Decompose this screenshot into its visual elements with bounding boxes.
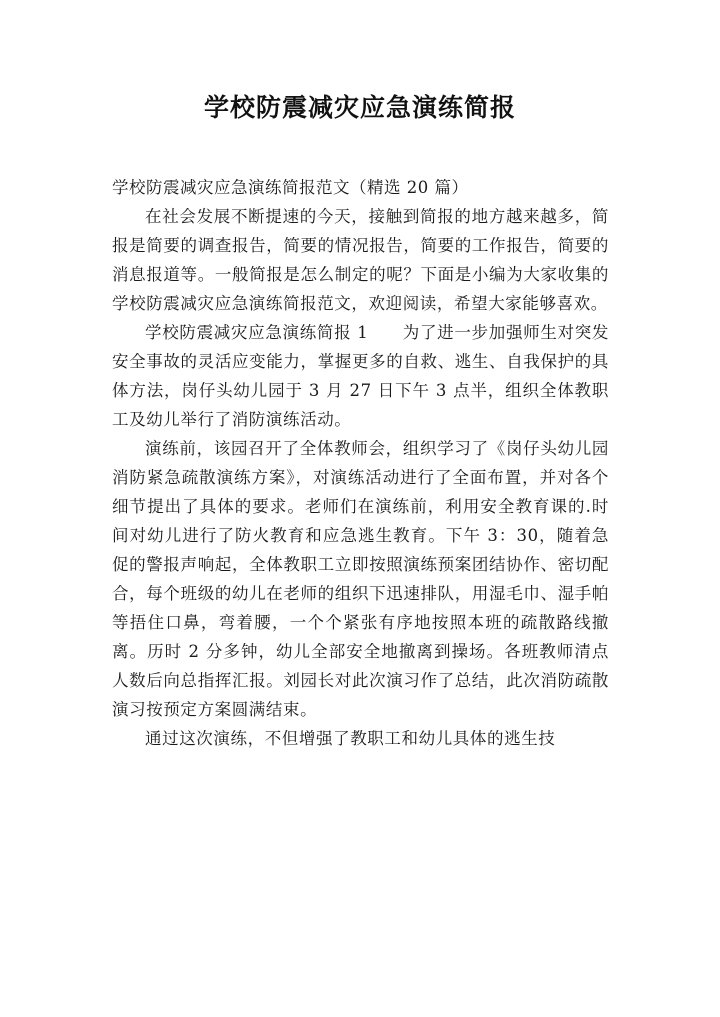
paragraph-drill-details: 演练前，该园召开了全体教师会，组织学习了《岗仔头幼儿园消防紧急疏散演练方案》，对演练活动进行了全面布置，并对各个细节提出了具体的要求。老师们在演练前，利用安全教育课的.时间对幼儿进行了防火教育和应急逃生教育。下午 3：30，随着急促的警报声响起，全体教职工立即按照演练预案团结协作、密切配合，每个班级的幼儿在老师的组织下迅速排队，用湿毛巾、湿手帕等捂住口鼻，弯着腰，一个个紧张有序地按照本班的疏散路线撤离。历时 2 分多钟，幼儿全部安全地撤离到操场。各班教师清点人数后向总指挥汇报。刘园长对此次演习作了总结，此次消防疏散演习按预定方案圆满结束。	[112, 439, 609, 719]
paragraph-report-1: 学校防震减灾应急演练简报 1 为了进一步加强师生对突发安全事故的灵活应变能力，掌握更多的自救、逃生、自我保护的具体方法，岗仔头幼儿园于 3 月 27 日下午 3 点半，组织全体教职工及幼儿举行了消防演练活动。	[112, 323, 609, 429]
paragraph-conclusion: 通过这次演练，不但增强了教职工和幼儿具体的逃生技	[145, 729, 556, 748]
document-body	[112, 173, 609, 753]
document-title: 学校防震减灾应急演练简报	[203, 93, 516, 122]
paragraph-intro: 在社会发展不断提速的今天，接触到简报的地方越来越多，简报是简要的调查报告，简要的情况报告，简要的工作报告，简要的消息报道等。一般简报是怎么制定的呢？下面是小编为大家收集的学校防震减灾应急演练简报范文，欢迎阅读，希望大家能够喜欢。	[112, 207, 609, 313]
document-subtitle: 学校防震减灾应急演练简报范文（精选 20 篇）	[112, 178, 469, 197]
